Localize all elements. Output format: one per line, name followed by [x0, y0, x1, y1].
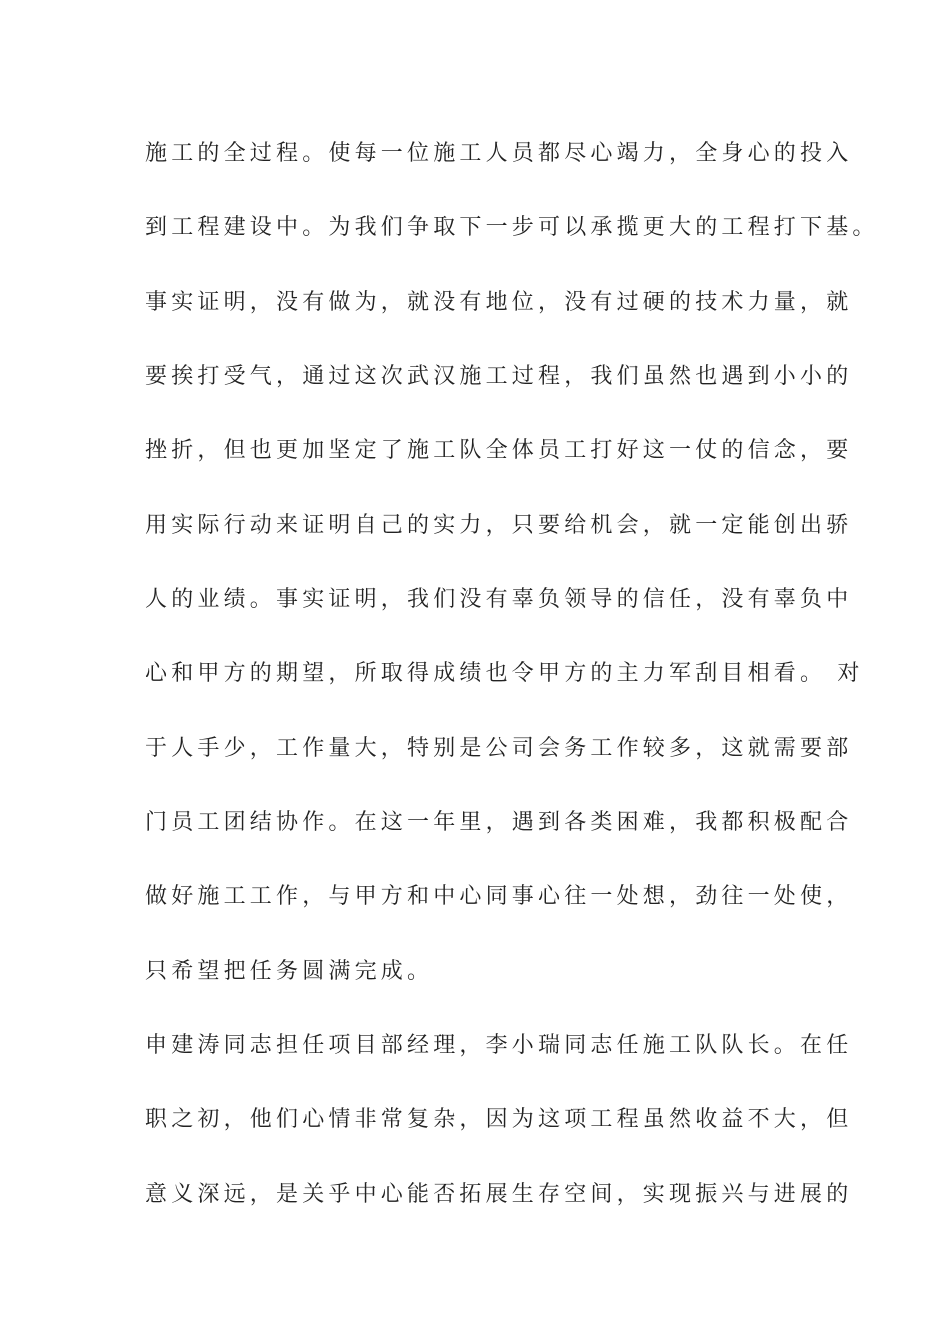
text-line: 挫折，但也更加坚定了施工队全体员工打好这一仗的信念，要: [145, 438, 853, 463]
text-line: 心和甲方的期望，所取得成绩也令甲方的主力军刮目相看。 对: [145, 661, 864, 686]
text-line: 只希望把任务圆满完成。: [145, 959, 434, 984]
text-line: 用实际行动来证明自己的实力，只要给机会，就一定能创出骄: [145, 513, 853, 538]
text-line: 申建涛同志担任项目部经理，李小瑞同志任施工队队长。在任: [145, 1033, 853, 1058]
text-line: 意义深远，是关乎中心能否拓展生存空间，实现振兴与进展的: [145, 1182, 853, 1207]
text-line: 门员工团结协作。在这一年里，遇到各类困难，我都积极配合: [145, 810, 853, 835]
text-line: 做好施工工作，与甲方和中心同事心往一处想，劲往一处使，: [145, 884, 853, 909]
text-line: 职之初，他们心情非常复杂，因为这项工程虽然收益不大，但: [145, 1107, 853, 1132]
text-line: 人的业绩。事实证明，我们没有辜负领导的信任，没有辜负中: [145, 587, 853, 612]
text-line: 于人手少，工作量大，特别是公司会务工作较多，这就需要部: [145, 736, 853, 761]
text-line: 要挨打受气，通过这次武汉施工过程，我们虽然也遇到小小的: [145, 364, 853, 389]
text-line: 事实证明，没有做为，就没有地位，没有过硬的技术力量，就: [145, 290, 853, 315]
text-line: 到工程建设中。为我们争取下一步可以承揽更大的工程打下基。: [145, 215, 879, 240]
text-line: 施工的全过程。使每一位施工人员都尽心竭力，全身心的投入: [145, 141, 853, 166]
